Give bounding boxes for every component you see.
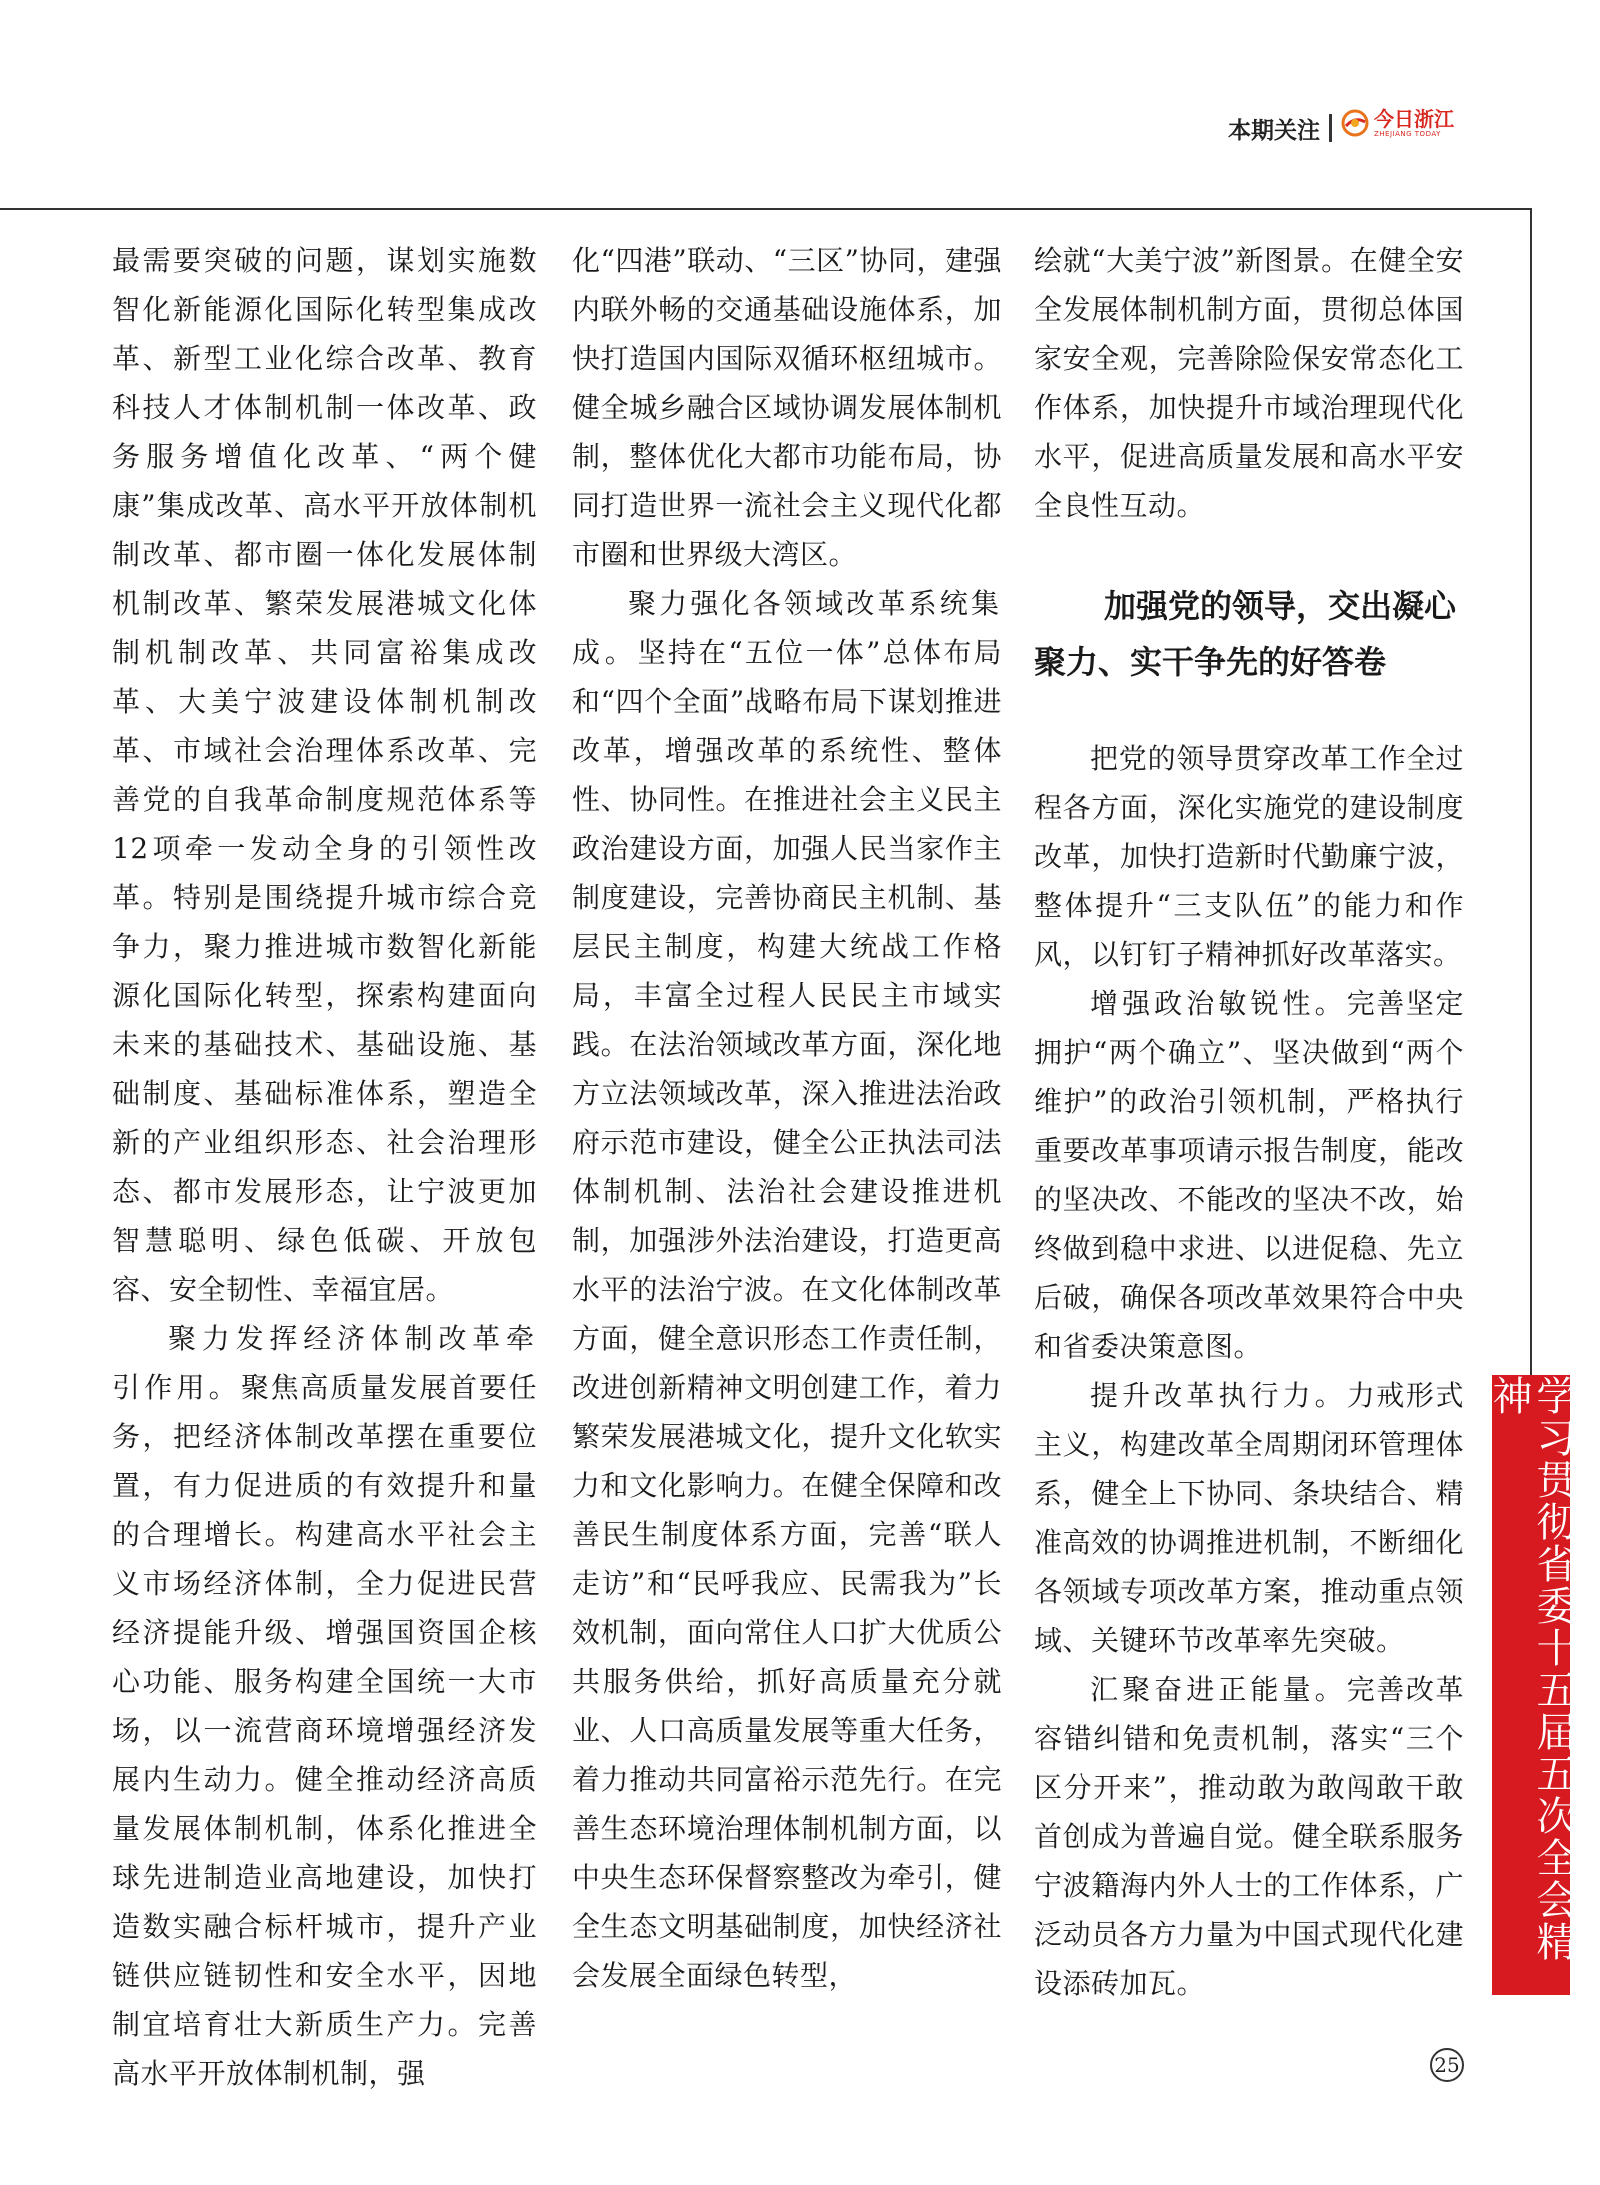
paragraph-body: 聚焦高质量发展首要任务，把经济体制改革摆在重要位置，有力促进质的有效提升和量的合理增长。构建高水平社会主义市场经济体制，全力促进民营经济提能升级、增强国资国企核心功能、服务构建全国统一大市场，以一流营商环境增强经济发展内生动力。健全推动经济高质量发展体制机制，体系化推进全球先进制造业高地建设，加快打造数实融合标杆城市，提升产业链供应链韧性和安全水平，因地制宜培育壮大新质生产力。完善高水平开放体制机制，强 bbox=[112, 1371, 537, 2090]
paragraph bbox=[1034, 979, 1464, 1371]
magazine-logo bbox=[1340, 108, 1454, 138]
column-2 bbox=[572, 236, 1002, 2000]
paragraph: 绘就“大美宁波”新图景。在健全安全发展体制机制方面，贯彻总体国家安全观，完善除险保安常态化工作体系，加快提升市域治理现代化水平，促进高质量发展和高水平安全良性互动。 bbox=[1034, 244, 1464, 522]
side-banner-text: 学习贯彻省委十五届五次全会精神 bbox=[1486, 1375, 1576, 1963]
paragraph-lead: 聚力强化各领域改革系统集成。 bbox=[572, 587, 1002, 669]
section-heading bbox=[1034, 578, 1464, 690]
side-banner bbox=[1486, 1375, 1576, 1995]
paragraph-body: 完善坚定拥护“两个确立”、坚决做到“两个维护”的政治引领机制，严格执行重要改革事项请示报告制度，能改的坚决改、不能改的坚决不改，始终做到稳中求进、以进促稳、先立后破，确保各项改革效果符合中央和省委决策意图。 bbox=[1034, 987, 1464, 1363]
page-number: 25 bbox=[1430, 2048, 1464, 2082]
paragraph-body: 坚持在“五位一体”总体布局和“四个全面”战略布局下谋划推进改革，增强改革的系统性、整体性、协同性。在推进社会主义民主政治建设方面，加强人民当家作主制度建设，完善协商民主机制、基层民主制度，构建大统战工作格局，丰富全过程人民民主市域实践。在法治领域改革方面，深化地方立法领域改革，深入推进法治政府示范市建设，健全公正执法司法体制机制、法治社会建设推进机制，加强涉外法治建设，打造更高水平的法治宁波。在文化体制改革方面，健全意识形态工作责任制，改进创新精神文明创建工作，着力繁荣发展港城文化，提升文化软实力和文化影响力。在健全保障和改善民生制度体系方面，完善“联人走访”和“民呼我应、民需我为”长效机制，面向常住人口扩大优质公共服务供给，抓好高质量充分就业、人口高质量发展等重大任务，着力推动共同富裕示范先行。在完善生态环境治理体制机制方面，以中央生态环保督察整改为牵引，健全生态文明基础制度，加快经济社会发展全面绿色转型， bbox=[572, 636, 1002, 1992]
logo-sun-icon bbox=[1340, 108, 1370, 138]
logo-english-text: ZHEJIANG TODAY bbox=[1374, 129, 1441, 138]
section-title: 本期关注 bbox=[1228, 118, 1320, 144]
column-3 bbox=[1034, 236, 1464, 2008]
logo-chinese-text: 今日浙江 bbox=[1374, 106, 1454, 131]
paragraph-lead: 提升改革执行力。 bbox=[1090, 1379, 1347, 1412]
paragraph: 化“四港”联动、“三区”协同，建强内联外畅的交通基础设施体系，加快打造国内国际双循环枢纽城市。健全城乡融合区域协调发展体制机制，整体优化大都市功能布局，协同打造世界一流社会主义现代化都市圈和世界级大湾区。 bbox=[572, 244, 1002, 571]
paragraph bbox=[112, 1314, 537, 2098]
column-1 bbox=[112, 236, 537, 2098]
paragraph-lead: 汇聚奋进正能量。 bbox=[1090, 1673, 1347, 1706]
paragraph bbox=[1034, 1371, 1464, 1665]
heading-line-2: 聚力、实干争先的好答卷 bbox=[1034, 643, 1387, 681]
right-rule bbox=[1530, 208, 1532, 1488]
heading-line-1: 加强党的领导，交出凝心 bbox=[1104, 587, 1457, 625]
paragraph: 把党的领导贯穿改革工作全过程各方面，深化实施党的建设制度改革，加快打造新时代勤廉宁波，整体提升“三支队伍”的能力和作风，以钉钉子精神抓好改革落实。 bbox=[1034, 742, 1464, 971]
paragraph bbox=[572, 579, 1002, 2000]
paragraph-lead: 增强政治敏锐性。 bbox=[1090, 987, 1347, 1020]
paragraph-body: 完善改革容错纠错和免责机制，落实“三个区分开来”，推动敢为敢闯敢干敢首创成为普遍自觉。健全联系服务宁波籍海内外人士的工作体系，广泛动员各方力量为中国式现代化建设添砖加瓦。 bbox=[1034, 1673, 1464, 2000]
paragraph bbox=[1034, 1665, 1464, 2008]
paragraph-lead: 聚力发挥经济体制改革牵引作用。 bbox=[112, 1322, 537, 1404]
top-rule bbox=[0, 208, 1532, 210]
paragraph: 最需要突破的问题，谋划实施数智化新能源化国际化转型集成改革、新型工业化综合改革、教育科技人才体制机制一体改革、政务服务增值化改革、“两个健康”集成改革、高水平开放体制机制改革、都市圈一体化发展体制机制改革、繁荣发展港城文化体制机制改革、共同富裕集成改革、大美宁波建设体制机制改革、市域社会治理体系改革、完善党的自我革命制度规范体系等12项牵一发动全身的引领性改革。特别是围绕提升城市综合竞争力，聚力推进城市数智化新能源化国际化转型，探索构建面向未来的基础技术、基础设施、基础制度、基础标准体系，塑造全新的产业组织形态、社会治理形态、都市发展形态，让宁波更加智慧聪明、绿色低碳、开放包容、安全韧性、幸福宜居。 bbox=[112, 244, 537, 1306]
header-divider bbox=[1329, 114, 1332, 142]
paragraph-body: 力戒形式主义，构建改革全周期闭环管理体系，健全上下协同、条块结合、精准高效的协调推进机制，不断细化各领域专项改革方案，推动重点领域、关键环节改革率先突破。 bbox=[1034, 1379, 1464, 1657]
